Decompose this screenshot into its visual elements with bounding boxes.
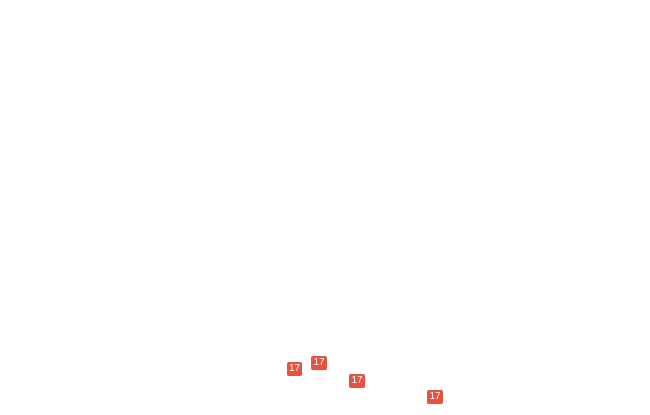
map-marker[interactable] (426, 389, 444, 405)
map-marker[interactable] (348, 373, 366, 389)
map-marker-label: 17 (288, 363, 301, 374)
map-marker[interactable] (286, 361, 303, 377)
map-marker-label: 17 (429, 391, 441, 402)
map-marker[interactable] (310, 355, 328, 371)
map-marker-label: 17 (313, 357, 325, 368)
map-marker-label: 17 (351, 375, 363, 386)
